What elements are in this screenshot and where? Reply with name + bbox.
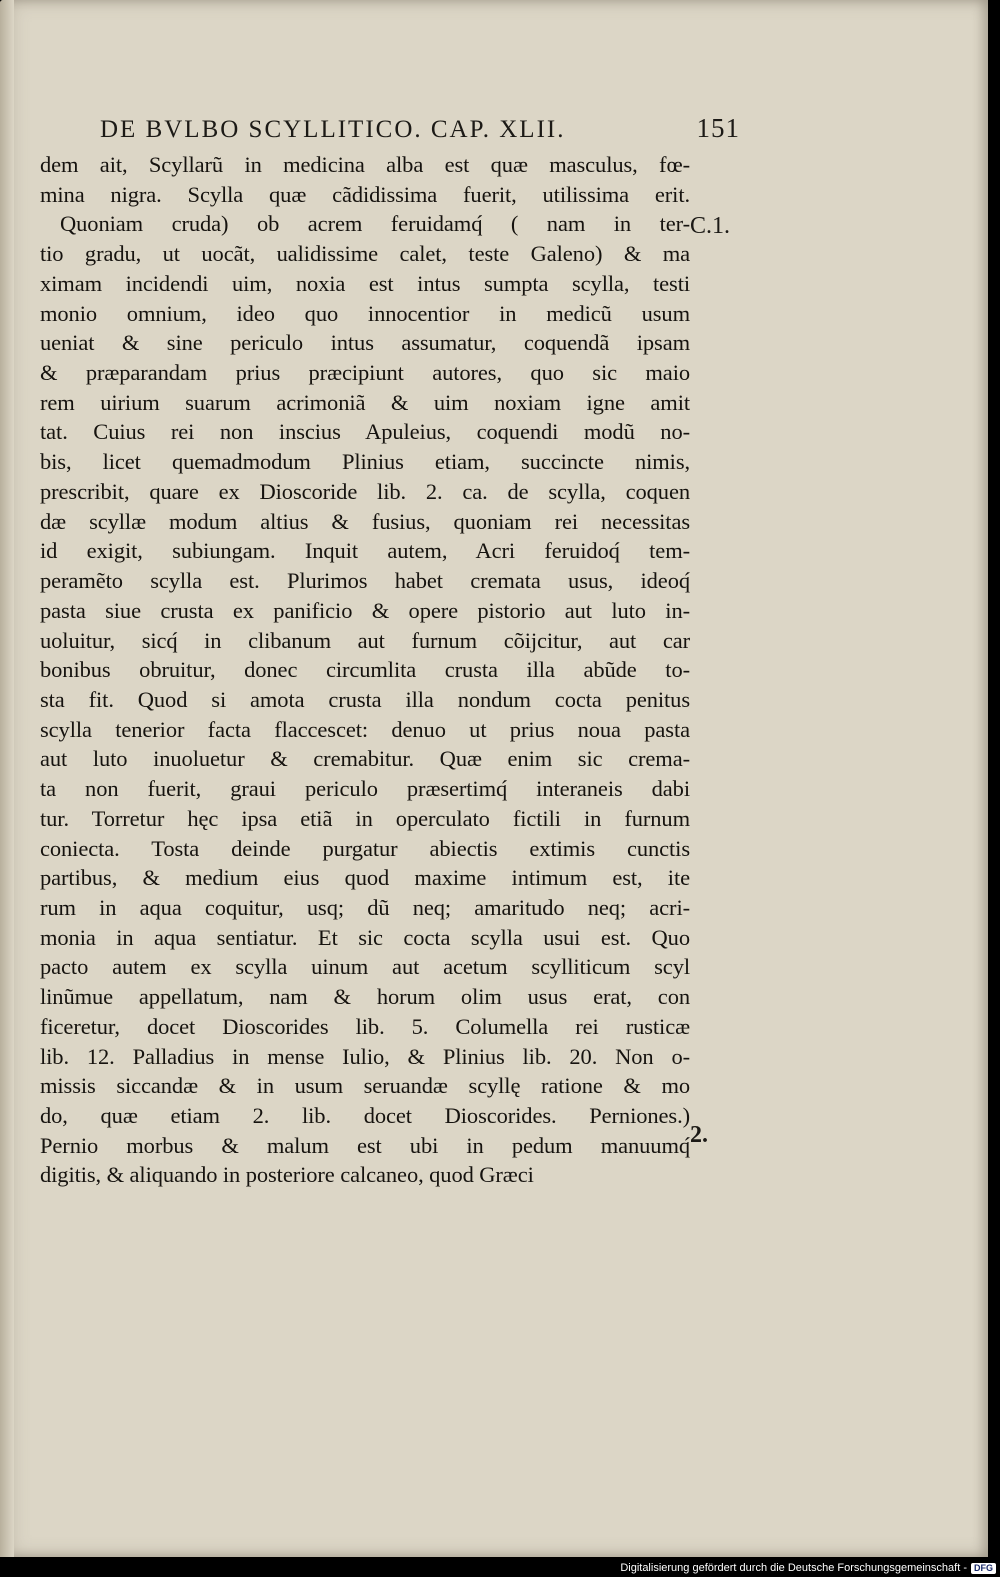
text-line: scylla tenerior facta flaccescet: denuo ut prius noua pasta (40, 716, 690, 742)
running-head (100, 113, 740, 147)
text-line: aut luto inuoluetur & cremabitur. Quæ enim sic crema- (40, 746, 690, 772)
text-line: bis, licet quemadmodum Plinius etiam, succincte nimis, (40, 449, 690, 475)
text-line: monio omnium, ideo quo innocentior in medicũ usum (40, 300, 690, 326)
text-line: ximam incidendi uim, noxia est intus sumpta scylla, testi (40, 270, 690, 296)
text-line: uoluitur, sicq́ in clibanum aut furnum cõijcitur, aut car (40, 627, 690, 653)
text-line: bonibus obruitur, donec circumlita crusta illa abũde to- (40, 657, 690, 683)
body-text (40, 150, 690, 1190)
text-line: dæ scyllæ modum altius & fusius, quoniam rei necessitas (40, 508, 690, 534)
text-line: pacto autem ex scylla uinum aut acetum scylliticum scyl (40, 954, 690, 980)
text-line: ficeretur, docet Dioscorides lib. 5. Columella rei rusticæ (40, 1013, 690, 1039)
page-number: 151 (696, 113, 740, 143)
text-line: ta non fuerit, graui periculo præsertimq́ interaneis dabi (40, 776, 690, 802)
text-line: tio gradu, ut uocãt, ualidissime calet, teste Galeno) & ma (40, 241, 690, 267)
text-line: ueniat & sine periculo intus assumatur, coquendã ipsam (40, 330, 690, 356)
text-line: & præparandam prius præcipiunt autores, quo sic maio (40, 360, 690, 386)
credit-text: Digitalisierung gefördert durch die Deutsche Forschungsgemeinschaft - (620, 1562, 967, 1574)
text-line: linũmue appellatum, nam & horum olim usus erat, con (40, 984, 690, 1010)
text-line: pasta siue crusta ex panificio & opere pistorio aut luto in- (40, 597, 690, 623)
text-line: do, quæ etiam 2. lib. docet Dioscorides. Perniones.) (40, 1103, 690, 1128)
text-line: missis siccandæ & in usum seruandæ scyllę ratione & mo (40, 1073, 690, 1099)
text-line: sta fit. Quod si amota crusta illa nondum cocta penitus (40, 686, 690, 712)
text-line: peramẽto scylla est. Plurimos habet cremata usus, ideoq́ (40, 568, 690, 594)
text-line: prescribit, quare ex Dioscoride lib. 2. ca. de scylla, coquen (40, 478, 690, 504)
marginal-note: C.1. (690, 213, 731, 239)
text-line: partibus, & medium eius quod maxime intimum est, ite (40, 865, 690, 891)
text-line: tur. Torretur hęc ipsa etiã in operculato fictili in furnum (40, 805, 690, 831)
marginal-note: 2. (690, 1122, 708, 1148)
text-line: coniecta. Tosta deinde purgatur abiectis extimis cunctis (40, 835, 690, 861)
text-line: monia in aqua sentiatur. Et sic cocta scylla usui est. Quo (40, 924, 690, 950)
text-line: dem ait, Scyllarũ in medicina alba est quæ masculus, fœ- (40, 152, 690, 177)
running-head-title: DE BVLBO SCYLLITICO. CAP. XLII. (100, 116, 566, 143)
dfg-logo: DFG (971, 1563, 996, 1574)
text-line: rem uirium suarum acrimoniã & uim noxiam igne amit (40, 389, 690, 415)
text-line: id exigit, subiungam. Inquit autem, Acri feruidoq́ tem- (40, 538, 690, 564)
page-gutter (0, 0, 14, 1557)
text-line: Pernio morbus & malum est ubi in pedum manuumq́ (40, 1132, 690, 1158)
text-line: digitis, & aliquando in posteriore calcaneo, quod Græci (40, 1162, 534, 1188)
digitization-credit (620, 1561, 996, 1575)
text-line: tat. Cuius rei non inscius Apuleius, coquendi modũ no- (40, 419, 690, 445)
text-line: rum in aqua coquitur, usq; dũ neq; amaritudo neq; acri- (40, 894, 690, 920)
text-line: lib. 12. Palladius in mense Iulio, & Plinius lib. 20. Non o- (40, 1043, 690, 1069)
text-line: Quoniam cruda) ob acrem feruidamq́ ( nam in ter- (60, 211, 690, 237)
text-line: mina nigra. Scylla quæ cãdidissima fuerit, utilissima erit. (40, 181, 690, 207)
